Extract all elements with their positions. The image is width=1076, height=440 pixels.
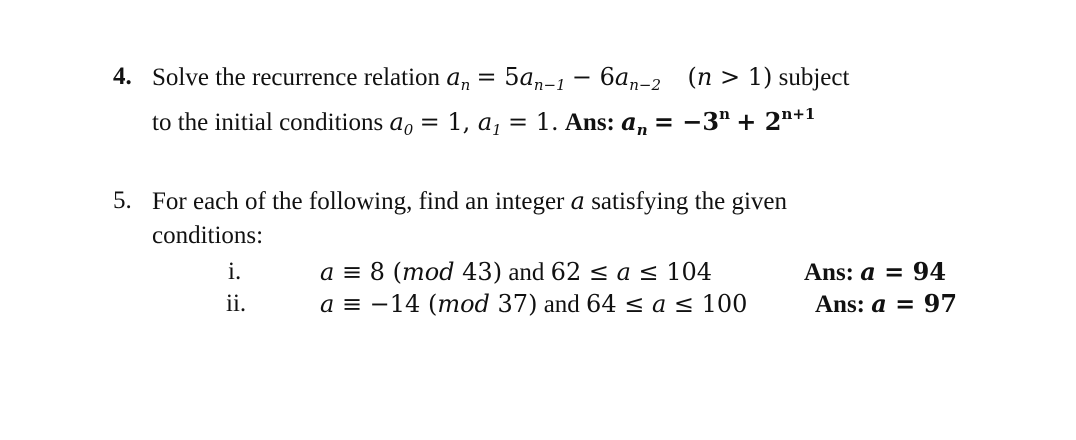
recurrence-condition: (n > 1) [687,63,773,91]
problem-4-answer-label: Ans: [564,109,615,136]
problem-5-line-1 [152,186,787,217]
problem-5-line-2: conditions: [152,222,264,249]
item-i-answer: Ans: a = 94 [804,257,947,286]
initial-conditions-text: to the initial conditions [152,109,384,136]
item-i-conditions [320,257,712,288]
item-ii-congruence: a ≡ −14 (mod 37) [320,290,538,318]
problem-4-line-1 [152,62,849,100]
problem-4-subject: subject [778,64,850,91]
problem-4-number: 4. [113,63,132,90]
item-i-and: and [508,259,545,286]
item-ii-answer-label: Ans: [815,291,866,318]
item-ii-label: ii. [226,290,247,317]
item-i-label: i. [228,258,242,285]
item-i-congruence: a ≡ 8 (mod 43) [320,258,503,286]
problem-5-number: 5. [113,187,132,214]
item-i-range: 62 ≤ a ≤ 104 [550,258,713,286]
problem-4-line-2 [152,99,815,145]
item-ii-and: and [543,291,580,318]
recurrence-formula: $a_n = 5a_{n-1} - 6a_{n-2}$ [446,63,662,94]
item-i-answer-label: Ans: [804,259,855,286]
initial-conditions-formula: $a_0 = 1$, $a_1 = 1$. [389,108,559,139]
item-ii-answer: Ans: a = 97 [815,289,958,318]
problem-4-answer: $a_n = -3^n + 2^{n+1}$ [621,105,816,139]
item-ii-range: 64 ≤ a ≤ 100 [586,290,748,318]
problem-5-statement: For each of the following, find an integer a satisfying the given [152,187,788,215]
item-ii-conditions [320,289,747,320]
problem-4-statement: Solve the recurrence relation [152,64,441,91]
